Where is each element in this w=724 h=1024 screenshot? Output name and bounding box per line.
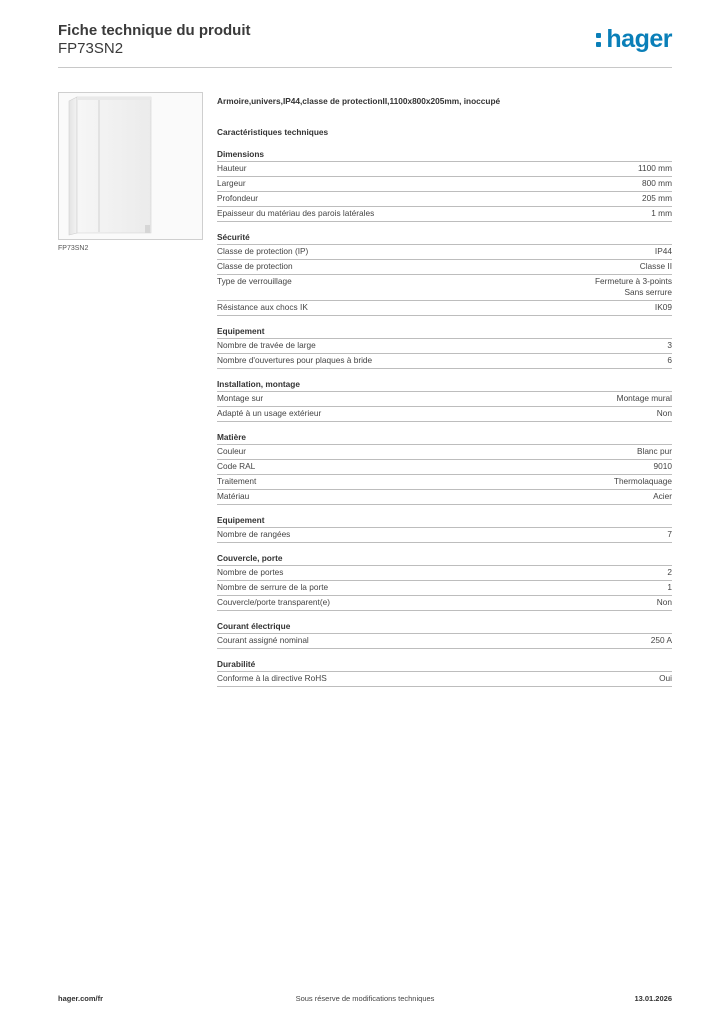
spec-value: Non xyxy=(656,408,672,418)
spec-section-title: Couvercle, porte xyxy=(217,553,283,563)
spec-label: Courant assigné nominal xyxy=(217,635,309,645)
footer-date: 13.01.2026 xyxy=(634,994,672,1003)
spec-value: Oui xyxy=(659,673,672,683)
spec-section-title: Matière xyxy=(217,432,247,442)
spec-label: Traitement xyxy=(217,476,257,486)
spec-label: Conforme à la directive RoHS xyxy=(217,673,327,683)
hager-logo xyxy=(595,24,672,54)
logo-colon-icon xyxy=(595,28,605,50)
spec-label: Nombre de serrure de la porte xyxy=(217,582,329,592)
spec-value: IK09 xyxy=(654,302,672,312)
spec-section-title: Dimensions xyxy=(217,149,265,159)
spec-label: Nombre de rangées xyxy=(217,529,291,539)
spec-value: 250 A xyxy=(650,635,672,645)
spec-value: 1 xyxy=(667,582,672,592)
spec-value: 3 xyxy=(667,340,672,350)
footer-disclaimer: Sous réserve de modifications techniques xyxy=(295,994,435,1003)
spec-value: Non xyxy=(656,597,672,607)
spec-row xyxy=(217,580,672,595)
spec-label: Matériau xyxy=(217,491,250,501)
spec-value: 9010 xyxy=(653,461,672,471)
spec-section-title: Equipement xyxy=(217,326,265,336)
spec-row xyxy=(217,489,672,505)
spec-section-title: Installation, montage xyxy=(217,379,300,389)
spec-value: Classe II xyxy=(639,261,672,271)
spec-value: Blanc pur xyxy=(636,446,672,456)
spec-row xyxy=(217,338,672,353)
spec-section xyxy=(217,621,672,649)
spec-section xyxy=(217,379,672,422)
spec-label: Nombre d'ouvertures pour plaques à bride xyxy=(217,355,373,365)
spec-section xyxy=(217,515,672,543)
spec-row xyxy=(217,565,672,580)
spec-value: 1100 mm xyxy=(638,163,672,173)
spec-row xyxy=(217,206,672,222)
spec-label: Largeur xyxy=(217,178,246,188)
spec-row xyxy=(217,353,672,369)
technical-characteristics-title: Caractéristiques techniques xyxy=(217,127,329,137)
spec-label: Couleur xyxy=(217,446,247,456)
spec-section-title: Courant électrique xyxy=(217,621,291,631)
page-footer xyxy=(58,994,672,1008)
spec-value: Montage mural xyxy=(616,393,672,403)
spec-row xyxy=(217,300,672,316)
spec-row xyxy=(217,259,672,274)
spec-value: 2 xyxy=(667,567,672,577)
spec-section xyxy=(217,553,672,611)
spec-label: Type de verrouillage xyxy=(217,276,292,286)
spec-value: 7 xyxy=(667,529,672,539)
page-header xyxy=(58,22,672,68)
spec-label: Nombre de travée de large xyxy=(217,340,316,350)
spec-value: 205 mm xyxy=(642,193,672,203)
spec-row xyxy=(217,633,672,649)
spec-row xyxy=(217,391,672,406)
logo-text: hager xyxy=(606,25,672,53)
product-reference: FP73SN2 xyxy=(58,40,124,57)
spec-value: IP44 xyxy=(654,246,672,256)
spec-label: Nombre de portes xyxy=(217,567,284,577)
spec-value: 6 xyxy=(667,355,672,365)
spec-label: Code RAL xyxy=(217,461,256,471)
spec-row xyxy=(217,406,672,422)
spec-row xyxy=(217,244,672,259)
spec-section xyxy=(217,326,672,369)
spec-row xyxy=(217,459,672,474)
spec-value: 800 mm xyxy=(642,178,672,188)
spec-row xyxy=(217,671,672,687)
spec-label: Résistance aux chocs IK xyxy=(217,302,308,312)
spec-label: Classe de protection (IP) xyxy=(217,246,309,256)
spec-label: Montage sur xyxy=(217,393,264,403)
spec-label: Hauteur xyxy=(217,163,247,173)
spec-row xyxy=(217,595,672,611)
spec-label: Classe de protection xyxy=(217,261,293,271)
spec-value: 1 mm xyxy=(651,208,672,218)
specification-sections xyxy=(217,149,672,687)
image-caption: FP73SN2 xyxy=(58,245,89,252)
product-details xyxy=(217,96,672,697)
spec-row xyxy=(217,474,672,489)
spec-section xyxy=(217,432,672,505)
cabinet-illustration xyxy=(59,93,202,239)
spec-label: Profondeur xyxy=(217,193,259,203)
spec-section xyxy=(217,659,672,687)
spec-row xyxy=(217,444,672,459)
spec-section-title: Sécurité xyxy=(217,232,250,242)
product-description: Armoire,univers,IP44,classe de protectionII,1100x800x205mm, inoccupé xyxy=(217,96,501,106)
spec-row xyxy=(217,161,672,176)
spec-section xyxy=(217,149,672,222)
spec-value: Thermolaquage xyxy=(613,476,672,486)
footer-website: hager.com/fr xyxy=(58,994,104,1003)
product-image xyxy=(58,92,203,240)
spec-section xyxy=(217,232,672,316)
page-title: Fiche technique du produit xyxy=(58,22,251,39)
spec-row xyxy=(217,274,672,300)
spec-section-title: Durabilité xyxy=(217,659,256,669)
spec-row xyxy=(217,176,672,191)
spec-label: Epaisseur du matériau des parois latérales xyxy=(217,208,375,218)
spec-section-title: Equipement xyxy=(217,515,265,525)
spec-label: Adapté à un usage extérieur xyxy=(217,408,322,418)
spec-row xyxy=(217,527,672,543)
spec-label: Couvercle/porte transparent(e) xyxy=(217,597,330,607)
spec-value: Fermeture à 3-points Sans serrure xyxy=(594,276,672,297)
spec-value: Acier xyxy=(653,491,672,501)
spec-row xyxy=(217,191,672,206)
